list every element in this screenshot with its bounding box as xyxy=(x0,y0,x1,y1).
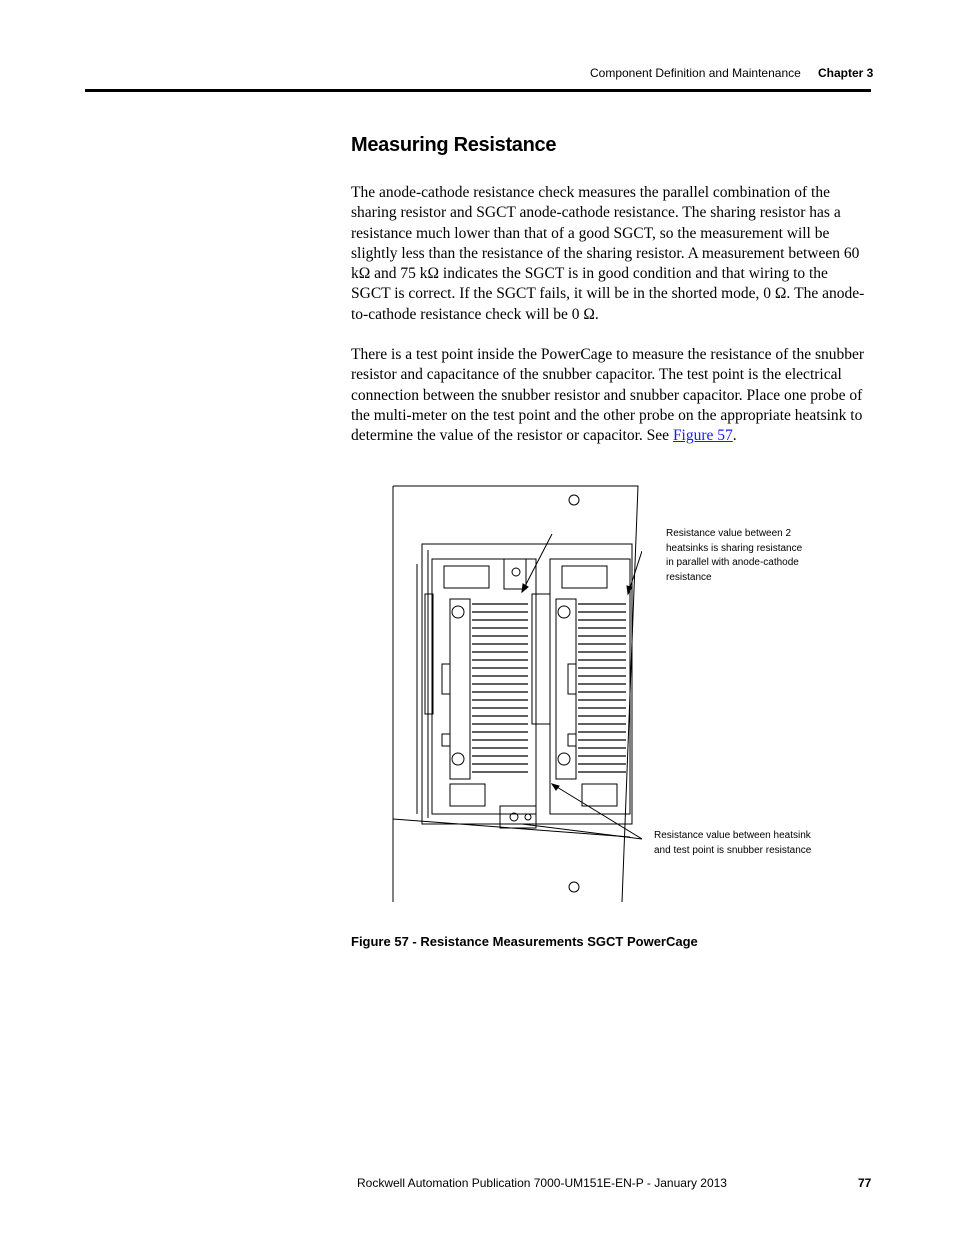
figure-57-link[interactable]: Figure 57 xyxy=(672,427,733,445)
footer-page-number: 77 xyxy=(858,1176,872,1190)
paragraph-test-point-text: There is a test point inside the PowerCage to measure the resistance of the snubber resistor and capacitance of the snubber capacitor. The test point is the electrical connection between the snubber resistor and snubber capacitor. Place one probe of the multi-meter on the test point and the other probe on the appropriate heatsink to determine the value of the resistor or capacitor. See xyxy=(351,346,865,445)
callout-snubber-resistance: Resistance value between heatsink and test point is snubber resistance xyxy=(654,830,812,856)
header-section-title: Component Definition and Maintenance xyxy=(590,66,801,80)
header-rule xyxy=(85,89,871,92)
powercage-illustration xyxy=(392,484,642,902)
paragraph-test-point xyxy=(351,345,871,446)
callout-sharing-resistance: Resistance value between 2 heatsinks is sharing resistance in parallel with anode-cathode resistance xyxy=(666,528,803,583)
footer-publication: Rockwell Automation Publication 7000-UM151E-EN-P - January 2013 xyxy=(357,1176,727,1190)
header-chapter: Chapter 3 xyxy=(818,66,874,80)
section-heading: Measuring Resistance xyxy=(351,134,557,156)
paragraph-anode-cathode: The anode-cathode resistance check measures the parallel combination of the sharing resistor and SGCT anode-cathode resistance. The sharing resistor has a resistance much lower than that of a good SGCT, so the measurement will be slightly less than the resistance of the sharing resistor. A measurement between 60 kΩ and 75 kΩ indicates the SGCT is in good condition and that wiring to the SGCT is correct. If the SGCT fails, it will be in the shorted mode, 0 Ω. The anode-to-cathode resistance check will be 0 Ω. xyxy=(351,184,865,323)
paragraph-test-point-end: . xyxy=(732,427,737,445)
figure-caption: Figure 57 - Resistance Measurements SGCT PowerCage xyxy=(351,934,698,949)
